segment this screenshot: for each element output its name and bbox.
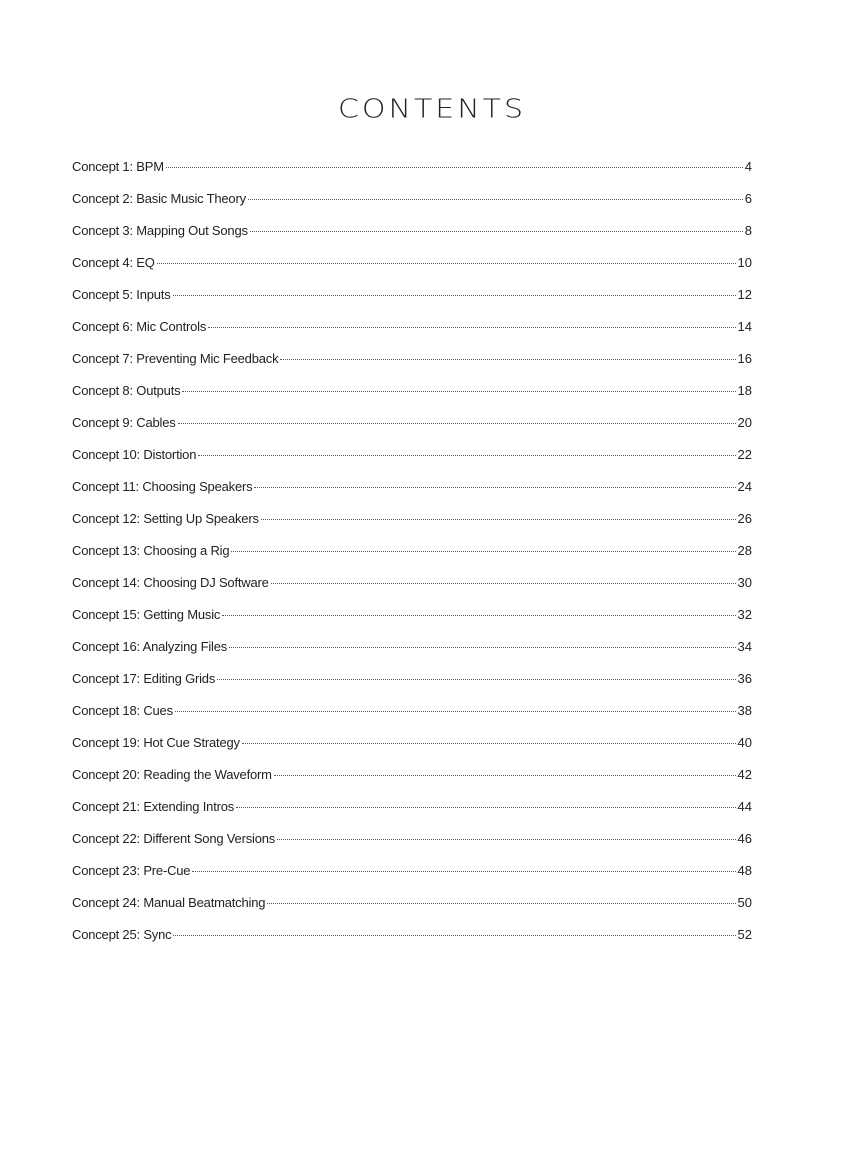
toc-entry xyxy=(72,191,752,223)
toc-entry-label: Concept 15: Getting Music xyxy=(72,607,221,622)
toc-entry-page-number: 32 xyxy=(737,607,752,622)
toc-leader-dots xyxy=(267,903,735,904)
toc-leader-dots xyxy=(182,391,735,392)
toc-entry-page-number: 16 xyxy=(737,351,752,366)
toc-leader-dots xyxy=(231,551,735,552)
toc-entry xyxy=(72,863,752,895)
toc-entry xyxy=(72,543,752,575)
toc-leader-dots xyxy=(250,231,743,232)
toc-entry-label: Concept 12: Setting Up Speakers xyxy=(72,511,259,526)
toc-entry-page-number: 6 xyxy=(744,191,752,206)
toc-entry-label: Concept 5: Inputs xyxy=(72,287,171,302)
toc-entry-label: Concept 9: Cables xyxy=(72,415,176,430)
toc-entry-label: Concept 13: Choosing a Rig xyxy=(72,543,230,558)
toc-entry-label: Concept 11: Choosing Speakers xyxy=(72,479,253,494)
toc-entry-label: Concept 7: Preventing Mic Feedback xyxy=(72,351,279,366)
toc-entry xyxy=(72,351,752,383)
toc-entry-page-number: 20 xyxy=(737,415,752,430)
toc-entry-page-number: 36 xyxy=(737,671,752,686)
toc-entry-label: Concept 8: Outputs xyxy=(72,383,181,398)
toc-entry-page-number: 24 xyxy=(737,479,752,494)
toc-entry-label: Concept 24: Manual Beatmatching xyxy=(72,895,266,910)
toc-entry xyxy=(72,607,752,639)
toc-leader-dots xyxy=(217,679,735,680)
toc-leader-dots xyxy=(229,647,736,648)
toc-entry-label: Concept 10: Distortion xyxy=(72,447,197,462)
toc-entry xyxy=(72,255,752,287)
toc-leader-dots xyxy=(208,327,735,328)
toc-entry-page-number: 4 xyxy=(744,159,752,174)
toc-entry-label: Concept 1: BPM xyxy=(72,159,164,174)
toc-entry-page-number: 28 xyxy=(737,543,752,558)
page-title: CONTENTS xyxy=(337,94,527,125)
toc-entry-page-number: 30 xyxy=(737,575,752,590)
toc-leader-dots xyxy=(157,263,736,264)
toc-entry-page-number: 38 xyxy=(737,703,752,718)
toc-entry-label: Concept 23: Pre-Cue xyxy=(72,863,191,878)
toc-leader-dots xyxy=(248,199,743,200)
toc-entry xyxy=(72,927,752,959)
toc-entry xyxy=(72,575,752,607)
toc-entry xyxy=(72,639,752,671)
toc-entry-label: Concept 6: Mic Controls xyxy=(72,319,207,334)
toc-entry xyxy=(72,383,752,415)
table-of-contents xyxy=(72,159,752,959)
toc-entry-label: Concept 19: Hot Cue Strategy xyxy=(72,735,240,750)
toc-entry xyxy=(72,223,752,255)
toc-entry-label: Concept 21: Extending Intros xyxy=(72,799,235,814)
toc-entry-page-number: 18 xyxy=(737,383,752,398)
toc-leader-dots xyxy=(242,743,736,744)
toc-leader-dots xyxy=(198,455,735,456)
toc-entry xyxy=(72,447,752,479)
toc-entry-page-number: 10 xyxy=(737,255,752,270)
toc-entry-page-number: 44 xyxy=(737,799,752,814)
toc-entry-page-number: 42 xyxy=(737,767,752,782)
toc-entry-label: Concept 17: Editing Grids xyxy=(72,671,216,686)
toc-entry-label: Concept 2: Basic Music Theory xyxy=(72,191,246,206)
toc-leader-dots xyxy=(178,423,736,424)
toc-entry-page-number: 40 xyxy=(737,735,752,750)
toc-entry xyxy=(72,799,752,831)
toc-entry xyxy=(72,735,752,767)
toc-entry-page-number: 12 xyxy=(737,287,752,302)
toc-entry-label: Concept 20: Reading the Waveform xyxy=(72,767,272,782)
toc-entry xyxy=(72,671,752,703)
toc-entry-label: Concept 4: EQ xyxy=(72,255,155,270)
toc-leader-dots xyxy=(254,487,735,488)
toc-entry-page-number: 52 xyxy=(737,927,752,942)
toc-entry xyxy=(72,415,752,447)
toc-leader-dots xyxy=(271,583,736,584)
toc-leader-dots xyxy=(261,519,736,520)
toc-entry xyxy=(72,319,752,351)
toc-entry-label: Concept 14: Choosing DJ Software xyxy=(72,575,269,590)
toc-entry xyxy=(72,895,752,927)
toc-entry-label: Concept 3: Mapping Out Songs xyxy=(72,223,248,238)
toc-leader-dots xyxy=(175,711,736,712)
toc-leader-dots xyxy=(236,807,735,808)
toc-entry xyxy=(72,287,752,319)
toc-entry xyxy=(72,767,752,799)
toc-entry xyxy=(72,831,752,863)
toc-entry xyxy=(72,479,752,511)
toc-entry-page-number: 46 xyxy=(737,831,752,846)
toc-entry-page-number: 22 xyxy=(737,447,752,462)
toc-leader-dots xyxy=(173,935,735,936)
toc-leader-dots xyxy=(280,359,735,360)
toc-leader-dots xyxy=(173,295,736,296)
toc-entry xyxy=(72,159,752,191)
toc-entry xyxy=(72,511,752,543)
toc-entry-page-number: 26 xyxy=(737,511,752,526)
toc-entry-page-number: 8 xyxy=(744,223,752,238)
toc-leader-dots xyxy=(222,615,735,616)
toc-entry-page-number: 50 xyxy=(737,895,752,910)
toc-entry-label: Concept 22: Different Song Versions xyxy=(72,831,276,846)
toc-entry-label: Concept 18: Cues xyxy=(72,703,173,718)
toc-leader-dots xyxy=(166,167,743,168)
toc-entry-label: Concept 16: Analyzing Files xyxy=(72,639,228,654)
toc-entry-page-number: 34 xyxy=(737,639,752,654)
toc-entry xyxy=(72,703,752,735)
toc-entry-page-number: 48 xyxy=(737,863,752,878)
toc-entry-page-number: 14 xyxy=(737,319,752,334)
toc-leader-dots xyxy=(277,839,735,840)
toc-leader-dots xyxy=(274,775,736,776)
toc-leader-dots xyxy=(192,871,735,872)
toc-entry-label: Concept 25: Sync xyxy=(72,927,172,942)
